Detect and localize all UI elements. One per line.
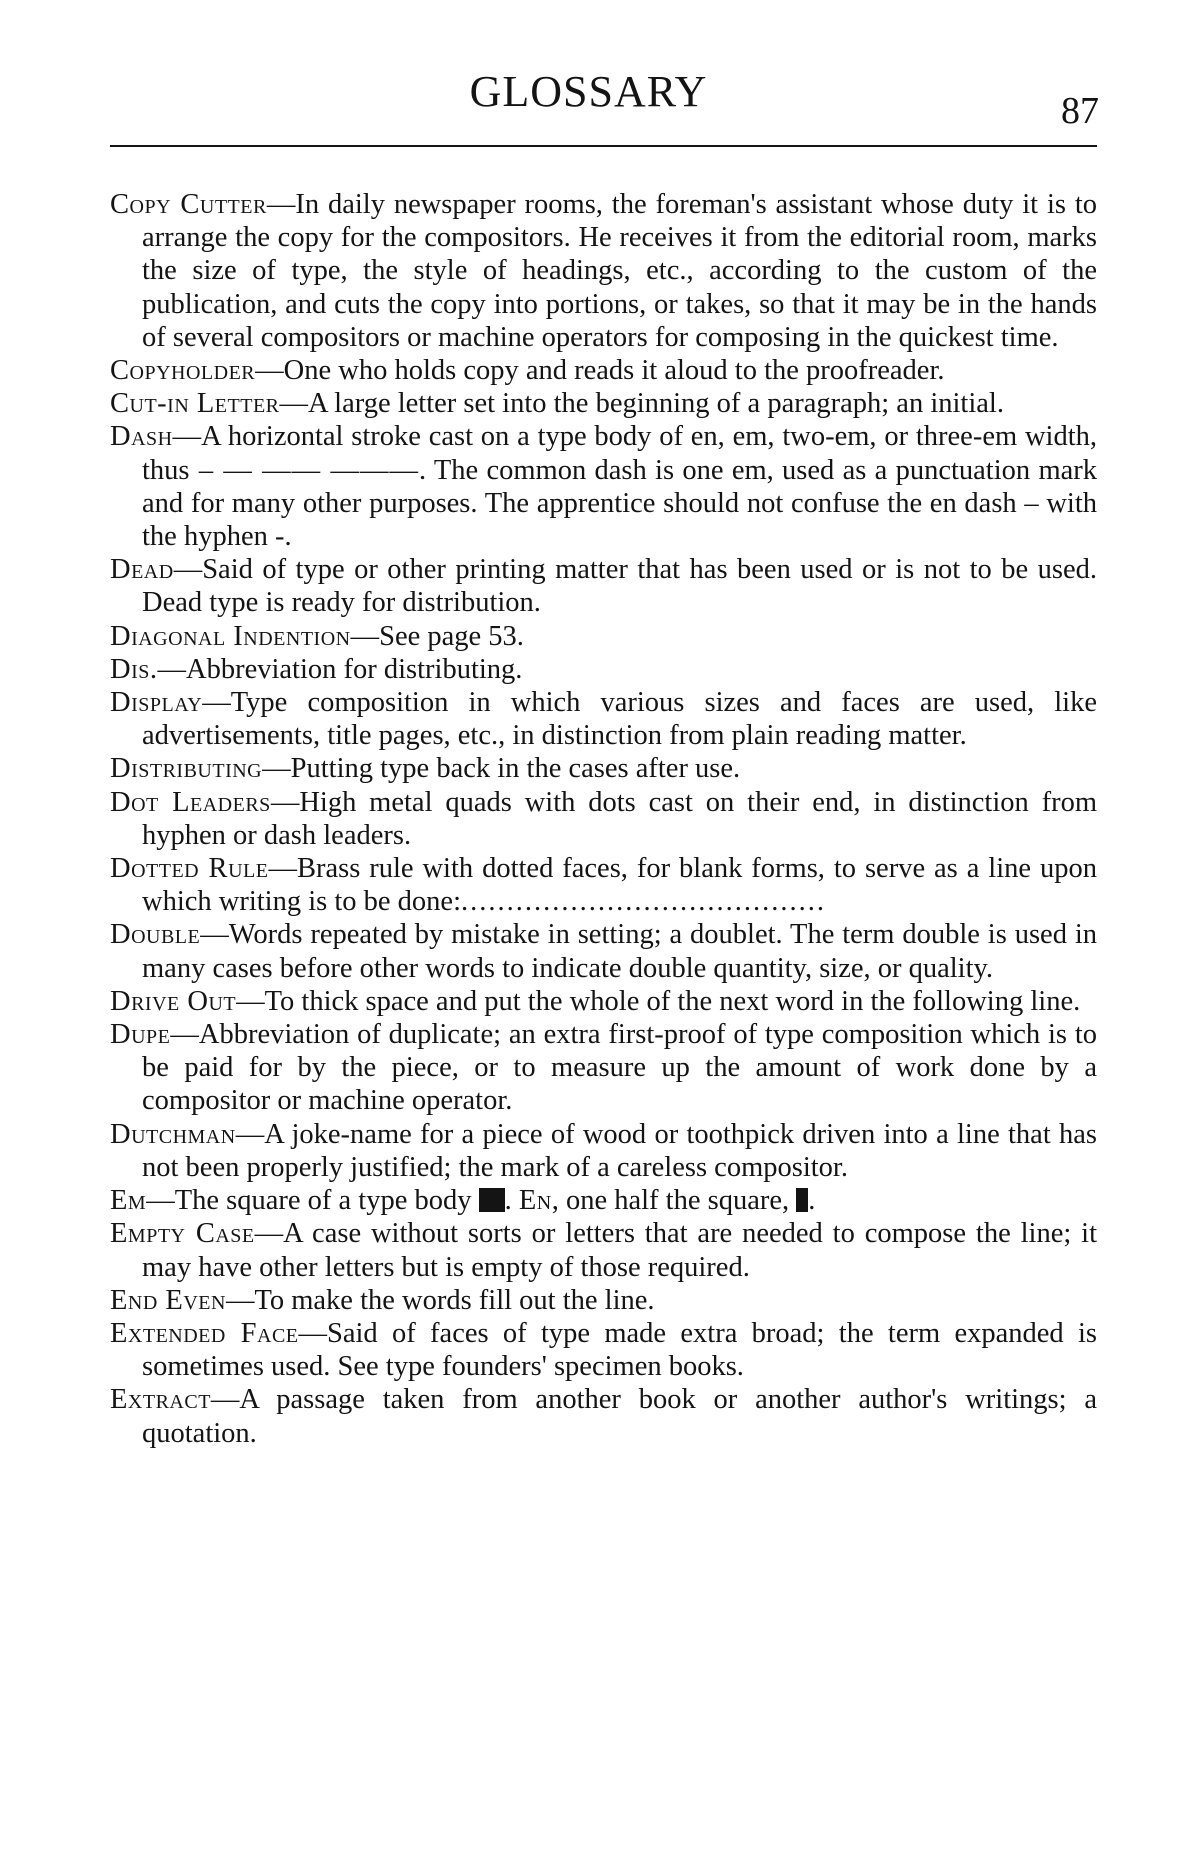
entry-term: Copy Cutter — [110, 189, 267, 220]
em-square-icon — [479, 1188, 505, 1212]
glossary-entry — [110, 1018, 1097, 1118]
entry-term-secondary: En — [518, 1185, 552, 1217]
en-square-icon — [796, 1188, 808, 1212]
entry-term: Dupe — [110, 1019, 171, 1051]
entry-definition: —A case without sorts or letters that are needed to compose the line; it may have other letters but is empty of those required. — [142, 1218, 1097, 1283]
entry-definition: —To make the words fill out the line. — [225, 1284, 655, 1316]
entry-term: Dead — [110, 554, 174, 586]
entry-definition-cont: . The common dash is one em, used as a punctuation mark and for many other purposes. The apprentice should not confuse the en dash – with the hyphen -. — [142, 454, 1097, 553]
glossary-entry — [110, 188, 1097, 354]
glossary-entry — [110, 852, 1097, 918]
entry-definition: —A large letter set into the beginning of a paragraph; an initial. — [279, 388, 1004, 420]
entry-term: Dot Leaders — [110, 786, 271, 818]
entry-definition: —Abbreviation of duplicate; an extra first-proof of type composition which is to be paid for by the piece, or to measure up the amount of work done by a compositor or machine operator. — [142, 1019, 1097, 1117]
entry-definition: —A passage taken from another book or another author's writings; a quotation. — [142, 1384, 1097, 1449]
entry-term: Distributing — [110, 753, 263, 785]
entry-term: Display — [110, 687, 203, 719]
entry-definition: —The square of a type body — [146, 1185, 472, 1217]
entry-term: Drive Out — [110, 985, 237, 1017]
entry-definition-end: . — [808, 1185, 816, 1217]
entry-definition: —Said of faces of type made extra broad; the term expanded is sometimes used. See type founders' specimen books. — [142, 1317, 1097, 1383]
entry-term: Dis. — [110, 653, 158, 685]
dash-samples: – — —— ——— — [189, 454, 419, 486]
entry-term: Em — [110, 1185, 147, 1217]
entry-term: Dutchman — [110, 1118, 236, 1150]
entry-definition: —Abbreviation for distributing. — [157, 653, 523, 685]
glossary-entry — [110, 1184, 1097, 1217]
glossary-entry — [110, 653, 1097, 686]
entry-term: Copyholder — [110, 355, 256, 387]
page-number: 87 — [1061, 90, 1099, 132]
glossary-entry — [110, 752, 1097, 785]
entry-term: End Even — [110, 1284, 226, 1316]
entry-definition: —To thick space and put the whole of the next word in the following line. — [236, 985, 1081, 1017]
entry-definition: —Words repeated by mistake in setting; a doublet. The term double is used in many cases before other words to indicate double quantity, size, or quality. — [142, 919, 1097, 984]
glossary-entry — [110, 620, 1097, 653]
entry-term: Empty Case — [110, 1218, 255, 1250]
entry-term: Double — [110, 919, 201, 951]
glossary-entry — [110, 1118, 1097, 1184]
dotted-leader: ........................................ — [461, 886, 826, 918]
entry-term: Cut-in Letter — [110, 388, 280, 420]
entry-definition: —Said of type or other printing matter that has been used or is not to be used. Dead type is ready for distribution. — [142, 554, 1097, 619]
entry-definition: —A horizontal stroke cast on a type body of en, em, two-em, or three-em width, thus — [142, 421, 1097, 486]
glossary-entry — [110, 686, 1097, 752]
glossary-entry — [110, 420, 1097, 553]
entry-definition: —Brass rule with dotted faces, for blank forms, to serve as a line upon which writing is to be done: — [142, 853, 1097, 918]
glossary-entry — [110, 1383, 1097, 1449]
entry-definition-cont: , one half the square, — [551, 1185, 790, 1217]
glossary-entry — [110, 387, 1097, 420]
page-title: GLOSSARY — [469, 67, 708, 116]
glossary-entry — [110, 553, 1097, 619]
entry-definition: —Type composition in which various sizes and faces are used, like advertisements, title pages, etc., in distinction from plain reading matter. — [142, 687, 1097, 752]
entry-definition: —Putting type back in the cases after use. — [262, 753, 741, 785]
entry-definition: —A joke-name for a piece of wood or toothpick driven into a line that has not been properly justified; the mark of a careless compositor. — [142, 1118, 1097, 1183]
entry-term: Extended Face — [110, 1317, 299, 1349]
glossary-entries — [110, 188, 1097, 1450]
glossary-entry — [110, 985, 1097, 1018]
entry-term: Extract — [110, 1384, 211, 1416]
entry-definition: —One who holds copy and reads it aloud to the proofreader. — [255, 355, 945, 387]
entry-definition-cont: . — [504, 1185, 519, 1217]
entry-definition: —High metal quads with dots cast on their end, in distinction from hyphen or dash leaders. — [142, 786, 1098, 851]
glossary-entry — [110, 1217, 1097, 1283]
entry-definition: —In daily newspaper rooms, the foreman's assistant whose duty it is to arrange the copy for the compositors. He receives it from the editorial room, marks the size of type, the style of headings, etc., according to the custom of the publication, and cuts the copy into portions, or takes, so that it may be in the hands of several compositors or machine operators for composing in the quickest time. — [142, 189, 1097, 353]
entry-definition: —See page 53. — [350, 620, 524, 652]
entry-term: Dotted Rule — [110, 853, 269, 885]
glossary-entry — [110, 1317, 1097, 1383]
entry-term: Diagonal Indention — [110, 620, 351, 652]
glossary-entry — [110, 1284, 1097, 1317]
glossary-entry — [110, 918, 1097, 984]
entry-term: Dash — [110, 421, 173, 453]
glossary-entry — [110, 786, 1097, 852]
header-rule — [110, 145, 1097, 147]
glossary-entry — [110, 354, 1097, 387]
